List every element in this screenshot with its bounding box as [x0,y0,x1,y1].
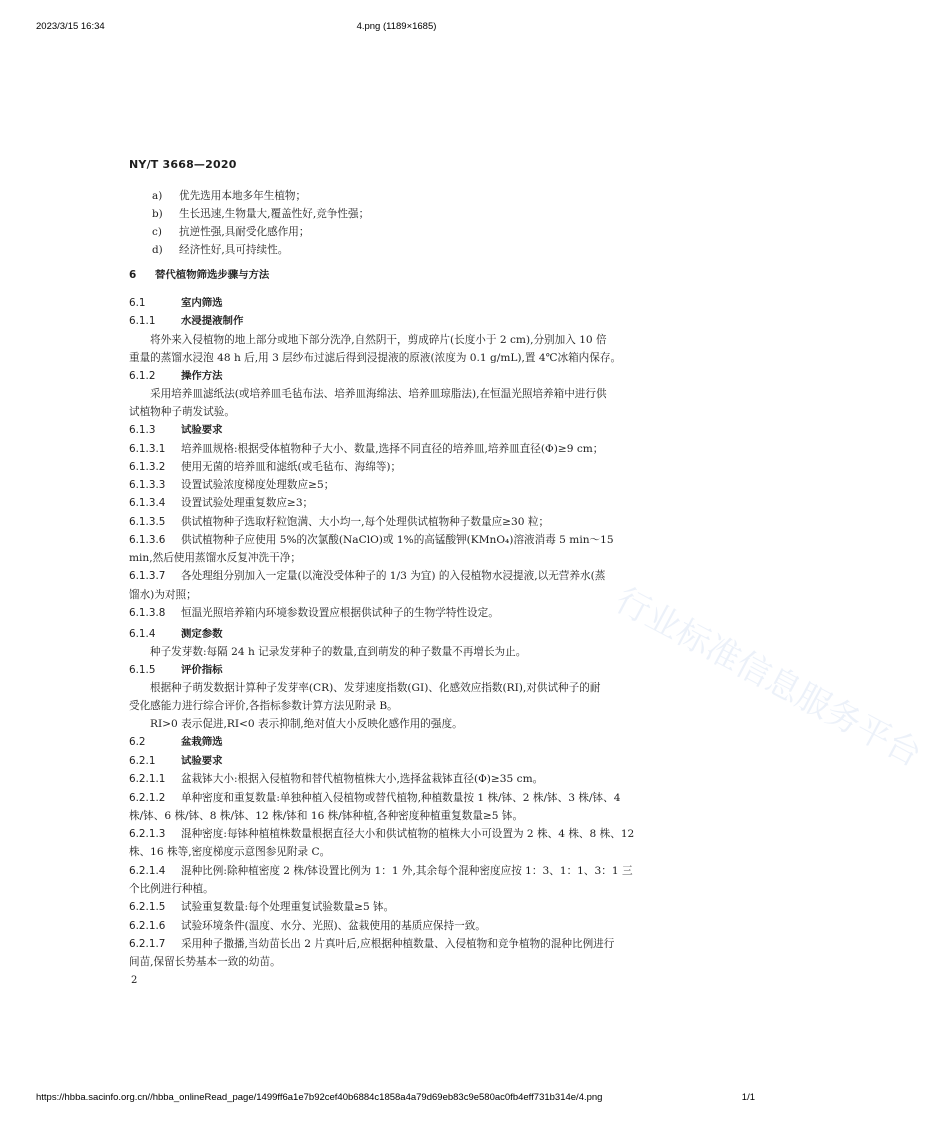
section-heading: 6.2 盆栽筛选 [129,736,223,748]
section-heading: 6 替代植物筛选步骤与方法 [129,269,270,281]
clause-continuation: 个比例进行种植。 [129,883,214,895]
print-tab-title: 4.png (1189×1685) [356,21,437,32]
print-timestamp: 2023/3/15 16:34 [36,21,105,32]
section-heading: 6.1.3 试验要求 [129,424,223,436]
clause-line: 6.1.3.1 培养皿规格:根据受体植物种子大小、数量,选择不同直径的培养皿,培养皿直径(Φ)≥9 cm； [129,443,604,455]
paragraph-line: RI>0 表示促进,RI<0 表示抑制,绝对值大小反映化感作用的强度。 [150,718,463,730]
clause-continuation: 馏水)为对照； [129,589,197,601]
clause-line: 6.2.1.1 盆栽钵大小:根据入侵植物和替代植物植株大小,选择盆栽钵直径(Φ)≥35 cm。 [129,773,544,785]
section-heading: 6.1.2 操作方法 [129,370,223,382]
list-item: a) 优先选用本地多年生植物； [152,190,307,202]
standard-code: NY/T 3668—2020 [129,158,237,171]
paragraph-line: 将外来入侵植物的地上部分或地下部分洗净,自然阴干，剪成碎片(长度小于 2 cm),分别加入 10 倍 [150,334,607,346]
clause-continuation: 株、16 株等,密度梯度示意图参见附录 C。 [129,846,331,858]
section-heading: 6.2.1 试验要求 [129,755,223,767]
list-item: d) 经济性好,具可持续性。 [152,244,289,256]
clause-line: 6.1.3.8 恒温光照培养箱内环境参数设置应根据供试种子的生物学特性设定。 [129,607,499,619]
clause-line: 6.1.3.5 供试植物种子选取籽粒饱满、大小均一,每个处理供试植物种子数量应≥30 粒； [129,516,550,528]
paragraph-line: 重量的蒸馏水浸泡 48 h 后,用 3 层纱布过滤后得到浸提液的原液(浓度为 0.1 g/mL),置 4℃冰箱内保存。 [129,352,622,364]
section-heading: 6.1 室内筛选 [129,297,223,309]
print-url: https://hbba.sacinfo.org.cn//hbba_onlineRead_page/1499ff6a1e7b92cef40b6884c1858a4a79d69eb83c9e580ac0fb4eff731b314e/4.png [36,1092,603,1103]
paragraph-line: 采用培养皿滤纸法(或培养皿毛毡布法、培养皿海绵法、培养皿琼脂法),在恒温光照培养箱中进行供 [150,388,607,400]
clause-continuation: min,然后使用蒸馏水反复冲洗干净； [129,552,301,564]
clause-line: 6.2.1.2 单种密度和重复数量:单独种植入侵植物或替代植物,种植数量按 1 株/钵、2 株/钵、3 株/钵、4 [129,792,621,804]
paragraph-line: 受化感能力进行综合评价,各指标参数计算方法见附录 B。 [129,700,398,712]
paragraph-line: 种子发芽数:每隔 24 h 记录发芽种子的数量,直到萌发的种子数量不再增长为止。 [150,646,527,658]
clause-line: 6.2.1.7 采用种子撒播,当幼苗长出 2 片真叶后,应根据种植数量、入侵植物和竞争植物的混种比例进行 [129,938,615,950]
section-heading: 6.1.4 测定参数 [129,628,223,640]
section-heading: 6.1.1 水浸提液制作 [129,315,244,327]
browser-print-footer [0,1088,793,1108]
paragraph-line: 根据种子萌发数据计算种子发芽率(CR)、发芽速度指数(GI)、化感效应指数(RI),对供试种子的耐 [150,682,601,694]
clause-line: 6.2.1.3 混种密度:每钵种植植株数量根据直径大小和供试植物的植株大小可设置为 2 株、4 株、8 株、12 [129,828,635,840]
clause-line: 6.2.1.6 试验环境条件(温度、水分、光照)、盆栽使用的基质应保持一致。 [129,920,486,932]
watermark: 行业标准信息服务平台 [608,580,928,776]
section-heading: 6.1.5 评价指标 [129,664,223,676]
clause-line: 6.2.1.4 混种比例:除种植密度 2 株/钵设置比例为 1：1 外,其余每个混种密度应按 1：3、1：1、3：1 三 [129,865,633,877]
clause-line: 6.1.3.4 设置试验处理重复数应≥3； [129,497,314,509]
clause-line: 6.1.3.3 设置试验浓度梯度处理数应≥5； [129,479,335,491]
list-item: b) 生长迅速,生物量大,覆盖性好,竞争性强； [152,208,370,220]
clause-line: 6.1.3.6 供试植物种子应使用 5%的次氯酸(NaClO)或 1%的高锰酸钾(KMnO₄)溶液消毒 5 min～15 [129,534,614,546]
clause-continuation: 间苗,保留长势基本一致的幼苗。 [129,956,281,968]
clause-line: 6.2.1.5 试验重复数量:每个处理重复试验数量≥5 钵。 [129,901,395,913]
print-page-count: 1/1 [741,1092,755,1103]
clause-continuation: 株/钵、6 株/钵、8 株/钵、12 株/钵和 16 株/钵种植,各种密度种植重复数量≥5 钵。 [129,810,524,822]
clause-line: 6.1.3.7 各处理组分别加入一定量(以淹没受体种子的 1/3 为宜) 的入侵植物水浸提液,以无营养水(蒸 [129,570,606,582]
paragraph-line: 试植物种子萌发试验。 [129,406,235,418]
clause-line: 6.1.3.2 使用无菌的培养皿和滤纸(或毛毡布、海绵等)； [129,461,402,473]
page-number: 2 [131,975,138,986]
list-item: c) 抗逆性强,具耐受化感作用； [152,226,310,238]
